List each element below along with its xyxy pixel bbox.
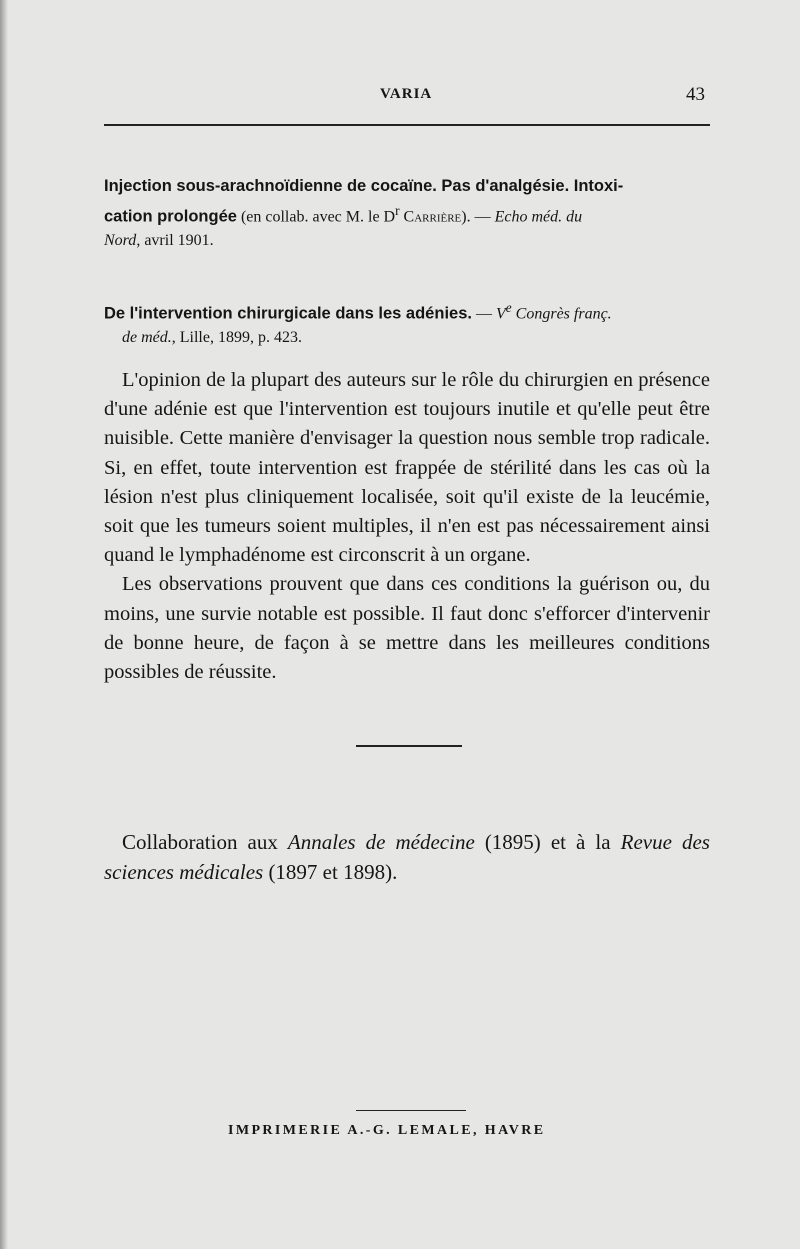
collab-text: (1897 et 1898).	[263, 860, 398, 884]
entry-date: , Lille, 1899, p. 423.	[171, 329, 302, 347]
footer-rule	[356, 1110, 466, 1111]
page-shadow-edge	[0, 0, 8, 1249]
entry-author: Carrière	[403, 208, 462, 226]
running-head: VARIA	[380, 86, 433, 102]
collaboration-note	[104, 827, 710, 887]
entry-details: (en collab. avec M. le D	[236, 208, 396, 226]
entry-journal-pre: V	[495, 305, 506, 323]
collab-journal: Annales de médecine	[287, 830, 475, 854]
bibliography-entry	[104, 174, 710, 253]
entry-journal-cont: de méd.	[122, 329, 172, 347]
entry-journal: Congrès franç.	[511, 305, 612, 323]
page-number: 43	[686, 84, 705, 105]
entry-journal-cont: Nord	[104, 232, 137, 250]
paragraph: Les observations prouvent que dans ces conditions la guérison ou, du moins, une survie notable est possible. Il faut donc s'efforcer d'intervenir de bonne heure, de façon à se mettre dans les meilleures conditions possibles de réussite.	[104, 573, 710, 684]
paragraph: L'opinion de la plupart des auteurs sur le rôle du chirurgien en présence d'une adénie est que l'intervention est toujours inutile et qu'elle peut être nuisible. Cette manière d'envisager la question nous semble trop radicale. Si, en effet, toute intervention est frappée de stérilité dans les cas où la lésion n'est plus cliniquement localisée, soit qu'il existe de la leucémie, soit que les tumeurs soient multiples, il n'en est pas nécessairement ainsi quand le lymphadénome est circonscrit à un organe.	[104, 369, 710, 567]
entry-journal-sup: e	[505, 300, 512, 315]
header-rule	[104, 124, 710, 126]
bibliography-entry	[104, 296, 710, 350]
entry-title-line1: Injection sous-arachnoïdienne de cocaïne. Pas d'analgésie. Intoxi-	[104, 177, 624, 195]
entry-dash: —	[471, 305, 496, 323]
entry-journal: Echo méd. du	[494, 208, 583, 226]
entry-title-line2: cation prolongée	[104, 207, 237, 226]
abstract-text	[104, 366, 710, 687]
section-divider	[356, 745, 462, 747]
entry-date: , avril 1901.	[136, 232, 214, 250]
entry-title: De l'intervention chirurgicale dans les adénies.	[104, 304, 472, 323]
collab-journal: Revue des sciences médicales	[104, 830, 710, 884]
collab-text: (1895) et à la	[474, 830, 621, 854]
entry-dash: ). —	[461, 208, 495, 226]
collab-text: Collaboration aux	[122, 830, 288, 854]
entry-details-sup: r	[395, 203, 400, 218]
printer-imprint: IMPRIMERIE A.-G. LEMALE, HAVRE	[228, 1123, 546, 1138]
